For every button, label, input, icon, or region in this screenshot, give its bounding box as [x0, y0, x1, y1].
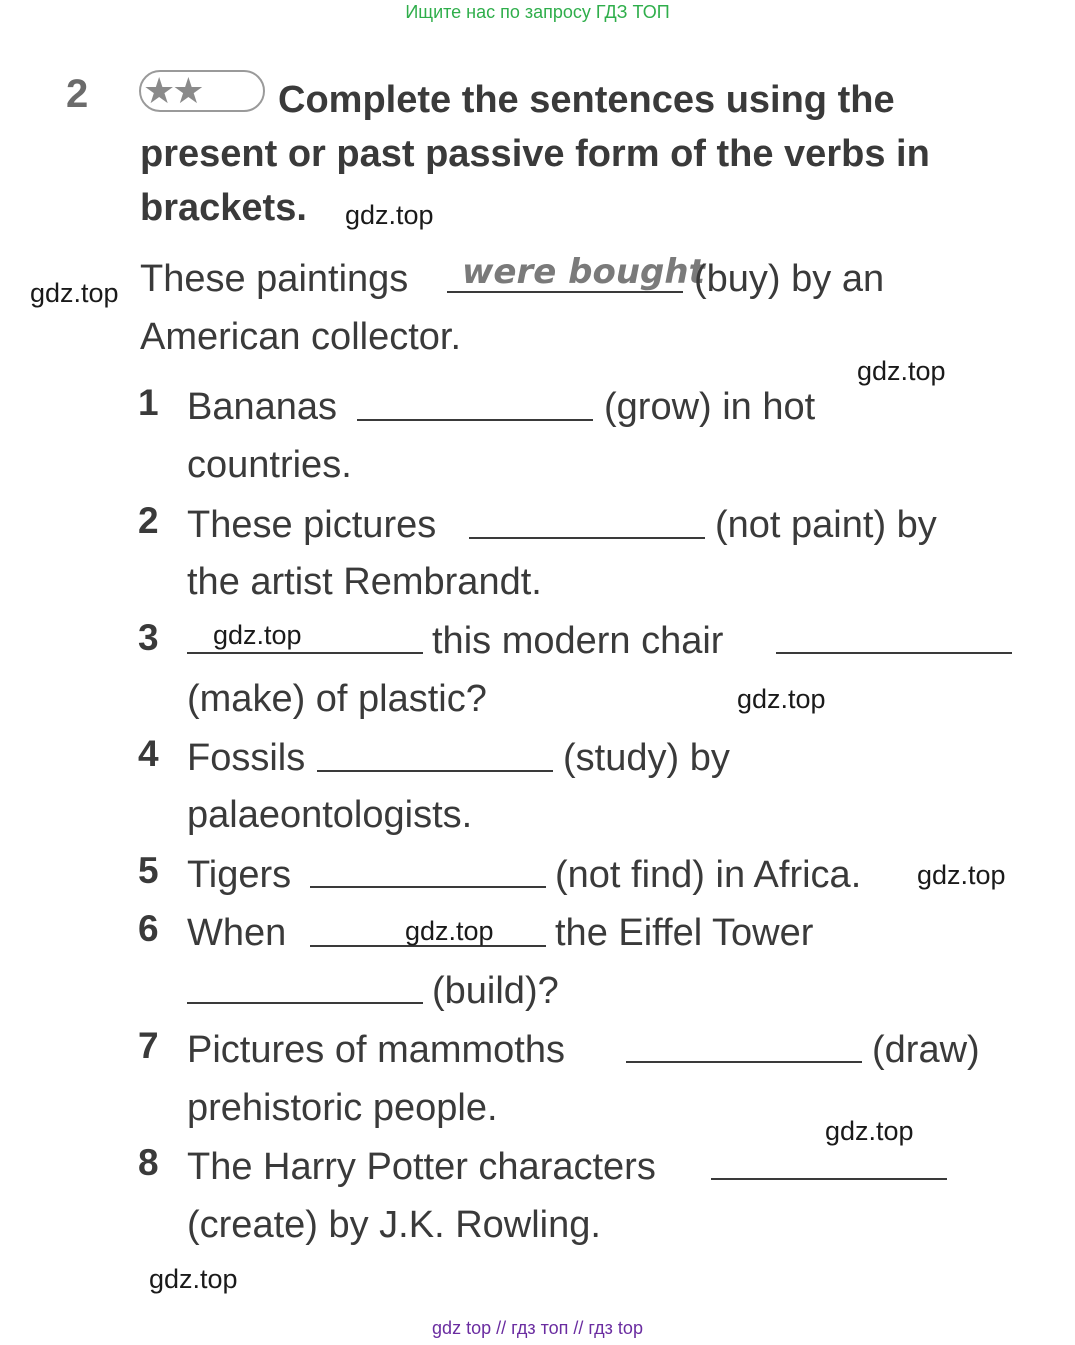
instruction-line-3: brackets.	[140, 187, 307, 229]
item-6-text-a: When	[187, 912, 287, 954]
watermark: gdz.top	[405, 916, 494, 946]
item-4-text-a: Fossils	[187, 737, 306, 779]
item-6-answer-blank-2[interactable]	[187, 1002, 423, 1004]
item-4-number: 4	[138, 733, 159, 774]
example-text-line2: American collector.	[140, 316, 462, 358]
item-5-text-a: Tigers	[187, 854, 292, 896]
example-answer: were bought	[462, 252, 705, 292]
item-8-answer-blank[interactable]	[711, 1178, 947, 1180]
item-4-text-c: palaeontologists.	[187, 794, 473, 836]
item-2-text-b: (not paint) by	[715, 504, 937, 546]
item-2-answer-blank[interactable]	[469, 537, 705, 539]
item-1-number: 1	[138, 382, 159, 423]
example-text-after: (buy) by an	[694, 258, 885, 300]
item-3-text-a: this modern chair	[432, 620, 724, 662]
item-7-text-c: prehistoric people.	[187, 1087, 498, 1129]
item-7-text-b: (draw)	[872, 1029, 980, 1071]
item-2-text-c: the artist Rembrandt.	[187, 561, 542, 603]
item-2-text-a: These pictures	[187, 504, 437, 546]
item-7-text-a: Pictures of mammoths	[187, 1029, 565, 1071]
item-8-text-c: (create) by J.K. Rowling.	[187, 1204, 601, 1246]
instruction-line-2: present or past passive form of the verbs in	[140, 133, 930, 175]
watermark: gdz.top	[149, 1264, 238, 1294]
item-4-answer-blank[interactable]	[317, 770, 553, 772]
footer-note: gdz top // гдз топ // гдз top	[432, 1318, 643, 1338]
item-1-text-c: countries.	[187, 444, 352, 486]
item-5-text-b: (not find) in Africa.	[555, 854, 862, 896]
watermark: gdz.top	[213, 620, 302, 650]
item-3-number: 3	[138, 617, 159, 658]
item-5-answer-blank[interactable]	[310, 886, 546, 888]
exercise-number: 2	[66, 72, 89, 116]
item-5-number: 5	[138, 850, 159, 891]
watermark: gdz.top	[857, 356, 946, 386]
item-3-text-c: (make) of plastic?	[187, 678, 487, 720]
difficulty-stars-icon: ★★	[139, 70, 265, 112]
item-1-text-a: Bananas	[187, 386, 338, 428]
item-8-text-a: The Harry Potter characters	[187, 1146, 656, 1188]
watermark: gdz.top	[825, 1116, 914, 1146]
item-4-text-b: (study) by	[563, 737, 730, 779]
watermark: gdz.top	[30, 278, 119, 308]
item-6-text-c: (build)?	[432, 970, 559, 1012]
item-8-number: 8	[138, 1142, 159, 1183]
item-1-answer-blank[interactable]	[357, 419, 593, 421]
item-6-text-b: the Eiffel Tower	[555, 912, 814, 954]
item-6-number: 6	[138, 908, 159, 949]
watermark: gdz.top	[737, 684, 826, 714]
item-7-number: 7	[138, 1025, 159, 1066]
instruction-line-1: Complete the sentences using the	[278, 79, 895, 121]
item-1-text-b: (grow) in hot	[604, 386, 816, 428]
example-text-before: These paintings	[140, 258, 409, 300]
item-7-answer-blank[interactable]	[626, 1061, 862, 1063]
item-3-answer-blank-2[interactable]	[776, 652, 1012, 654]
watermark: gdz.top	[345, 200, 434, 230]
item-3-answer-blank-1[interactable]	[187, 652, 423, 654]
item-2-number: 2	[138, 500, 159, 541]
watermark: gdz.top	[917, 860, 1006, 890]
header-note: Ищите нас по запросу ГДЗ ТОП	[405, 2, 670, 22]
